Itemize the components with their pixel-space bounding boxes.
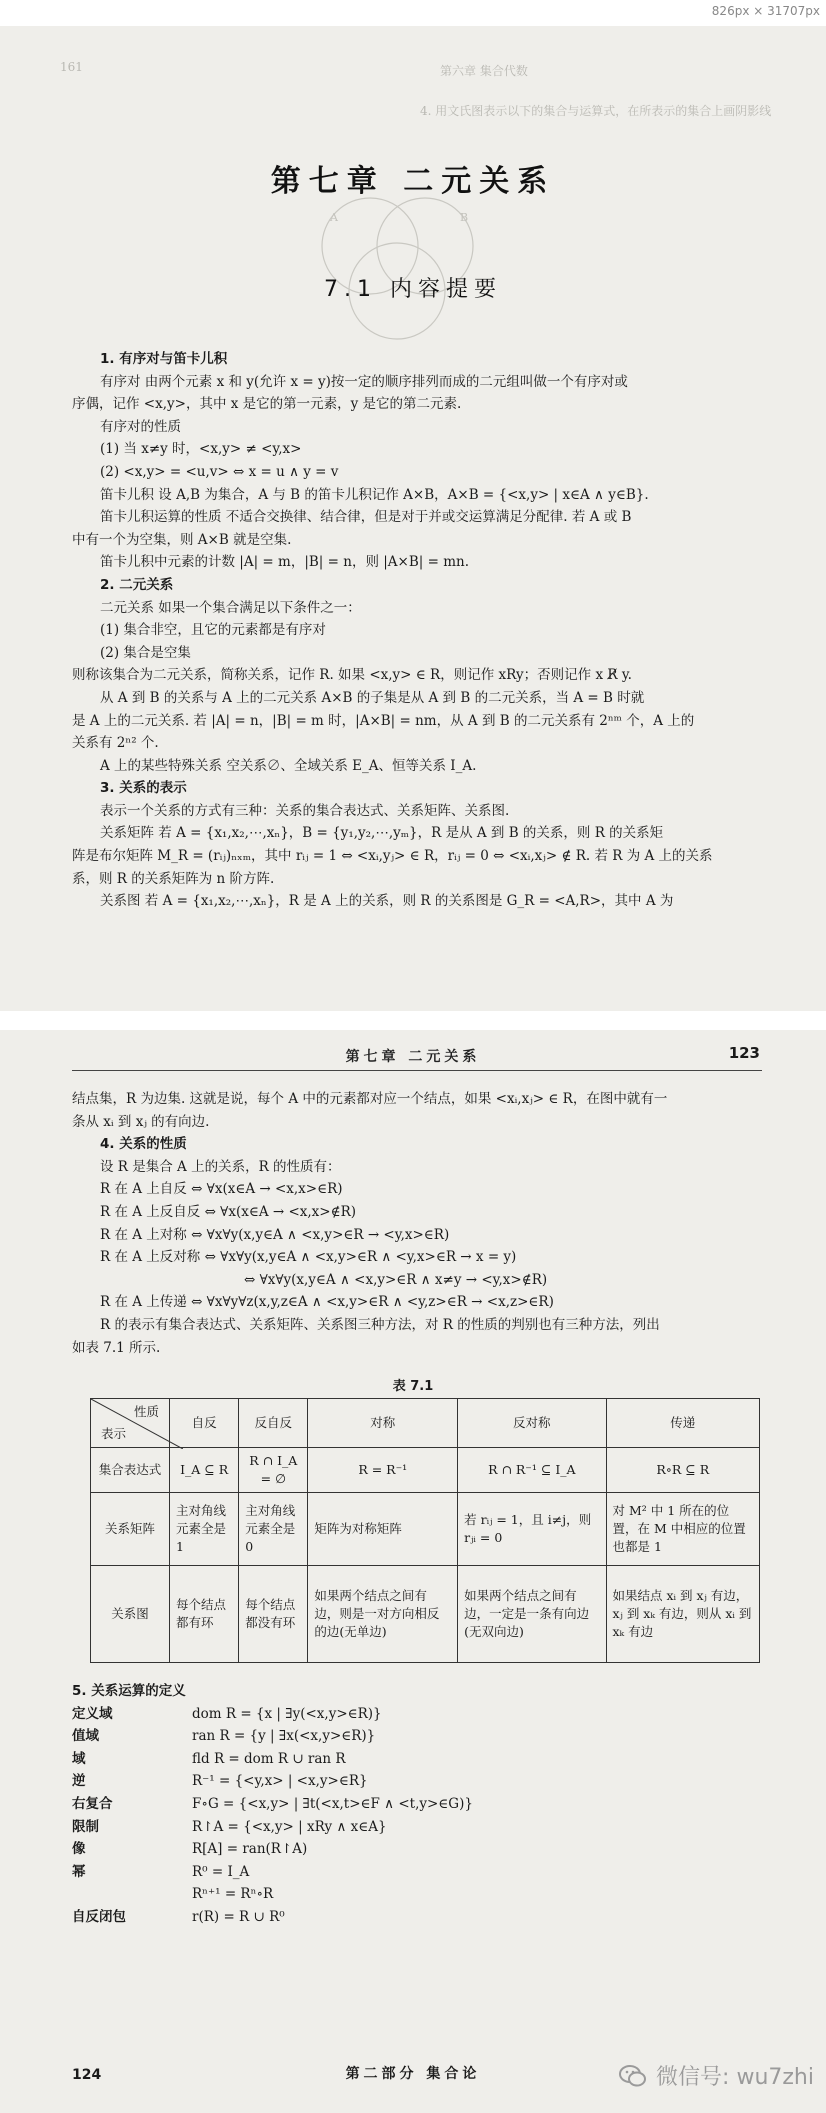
- table-row: [91, 1566, 760, 1663]
- image-dimension-label: 826px × 31707px: [711, 4, 820, 18]
- table-cell: 若 rᵢⱼ = 1，且 i≠j，则 rⱼᵢ = 0: [458, 1493, 606, 1566]
- text-line: R 在 A 上自反 ⇔ ∀x(x∈A → <x,x>∈R): [100, 1181, 343, 1198]
- definition-formula: R[A] = ran(R↾A): [192, 1841, 308, 1858]
- text-line: 序偶，记作 <x,y>，其中 x 是它的第一元素，y 是它的第二元素.: [72, 396, 462, 413]
- column-header: 传递: [606, 1399, 760, 1448]
- definition-formula: R⁻¹ = {<y,x> | <x,y>∈R}: [192, 1773, 368, 1790]
- table-cell: 如果两个结点之间有边，则是一对方向相反的边(无单边): [308, 1566, 458, 1663]
- table-cell: 每个结点都有环: [170, 1566, 239, 1663]
- text-line: R 在 A 上反自反 ⇔ ∀x(x∈A → <x,x>∉R): [100, 1203, 357, 1220]
- text-line: 表示一个关系的方式有三种：关系的集合表达式、关系矩阵、关系图.: [100, 802, 510, 819]
- definition-formula: F∘G = {<x,y> | ∃t(<x,t>∈F ∧ <t,y>∈G)}: [192, 1795, 473, 1812]
- bleed-through-page-number: 161: [60, 60, 83, 74]
- definition-formula: Rⁿ⁺¹ = Rⁿ∘R: [192, 1886, 274, 1903]
- text-line: R 在 A 上对称 ⇔ ∀x∀y(x,y∈A ∧ <x,y>∈R → <y,x>∈R): [100, 1226, 450, 1243]
- text-line: 是 A 上的二元关系. 若 |A| = n，|B| = m 时，|A×B| = nm，从 A 到 B 的二元关系有 2ⁿᵐ 个，A 上的: [72, 712, 695, 729]
- table-cell: R ∩ R⁻¹ ⊆ I_A: [458, 1448, 606, 1493]
- table-cell: 每个结点都没有环: [239, 1566, 308, 1663]
- definition-formula: fld R = dom R ∪ ran R: [192, 1750, 346, 1767]
- text-line: 二元关系 如果一个集合满足以下条件之一：: [100, 599, 361, 616]
- bleed-through-venn-diagram: [300, 176, 500, 356]
- definition-term: 值域: [72, 1728, 99, 1745]
- definition-row: [72, 1703, 752, 1726]
- table-cell: R ∩ I_A = ∅: [239, 1448, 308, 1493]
- book-page-122: [0, 26, 826, 1011]
- text-line: 有序对的性质: [100, 418, 181, 435]
- text-line: A 上的某些特殊关系 空关系∅、全域关系 E_A、恒等关系 I_A.: [100, 757, 477, 774]
- column-header: 自反: [170, 1399, 239, 1448]
- page2-body-text: [72, 1088, 752, 1359]
- text-line: (2) 集合是空集: [100, 644, 191, 661]
- definition-formula: R⁰ = I_A: [192, 1863, 250, 1880]
- definition-term: 限制: [72, 1818, 99, 1835]
- text-line: 中有一个为空集，则 A×B 就是空集.: [72, 531, 292, 548]
- text-line: 笛卡儿积 设 A,B 为集合，A 与 B 的笛卡儿积记作 A×B，A×B = {<x,y> | x∈A ∧ y∈B}.: [100, 486, 649, 503]
- definition-formula: ran R = {y | ∃x(<x,y>∈R)}: [192, 1728, 376, 1745]
- ghost-label-a: A: [330, 211, 338, 224]
- bleed-through-running-head: 第六章 集合代数: [440, 64, 528, 78]
- text-line: 阵是布尔矩阵 M_R = (rᵢⱼ)ₙₓₘ，其中 rᵢⱼ = 1 ⇔ <xᵢ,yⱼ> ∈ R，rᵢⱼ = 0 ⇔ <xᵢ,xⱼ> ∉ R. 若 R 为 A 上的关系: [72, 848, 713, 865]
- section-title: 7.1 内容提要: [324, 277, 502, 302]
- definition-row: [72, 1883, 752, 1906]
- definition-row: [72, 1770, 752, 1793]
- header-rule: [72, 1070, 762, 1071]
- corner-label-representation: 表示: [101, 1426, 127, 1441]
- table-cell: 对 M² 中 1 所在的位置，在 M 中相应的位置也都是 1: [606, 1493, 760, 1566]
- bleed-through-text: 4. 用文氏图表示以下的集合与运算式，在所表示的集合上画阴影线: [420, 104, 772, 118]
- text-line: 条从 xᵢ 到 xⱼ 的有向边.: [72, 1113, 210, 1130]
- table-caption: 表 7.1: [392, 1379, 434, 1394]
- text-line: 系，则 R 的关系矩阵为 n 阶方阵.: [72, 870, 275, 887]
- footer-part-title: 第二部分 集合论: [345, 2066, 481, 2082]
- table-cell: R = R⁻¹: [308, 1448, 458, 1493]
- definition-formula: r(R) = R ∪ R⁰: [192, 1908, 285, 1925]
- definition-term: 像: [72, 1841, 86, 1858]
- definition-term: 定义域: [72, 1705, 113, 1722]
- definition-formula: R↾A = {<x,y> | xRy ∧ x∈A}: [192, 1818, 387, 1835]
- definition-row: [72, 1838, 752, 1861]
- page-number: 123: [728, 1044, 760, 1062]
- table-row: [91, 1493, 760, 1566]
- text-line: 笛卡儿积运算的性质 不适合交换律、结合律，但是对于并或交运算满足分配律. 若 A 或 B: [100, 509, 632, 526]
- text-line: (1) 当 x≠y 时，<x,y> ≠ <y,x>: [100, 441, 302, 458]
- definition-term: [72, 1883, 172, 1906]
- table-cell: I_A ⊆ R: [170, 1448, 239, 1493]
- definition-row: [72, 1725, 752, 1748]
- definition-row: [72, 1816, 752, 1839]
- row-label: 关系图: [91, 1566, 170, 1663]
- definition-row: [72, 1906, 752, 1929]
- table-cell: 矩阵为对称矩阵: [308, 1493, 458, 1566]
- section-heading: 3. 关系的表示: [100, 780, 187, 797]
- section-heading: 4. 关系的性质: [100, 1136, 187, 1153]
- definitions-heading: 5. 关系运算的定义: [72, 1683, 186, 1699]
- definition-row: [72, 1861, 752, 1884]
- text-line: (1) 集合非空，且它的元素都是有序对: [100, 622, 326, 639]
- definition-term: 域: [72, 1750, 86, 1767]
- text-line: 笛卡儿积中元素的计数 |A| = m，|B| = n，则 |A×B| = mn.: [100, 554, 469, 571]
- column-header: 对称: [308, 1399, 458, 1448]
- text-line: (2) <x,y> = <u,v> ⇔ x = u ∧ y = v: [100, 463, 339, 480]
- page1-body-text: [72, 348, 752, 913]
- table-cell: 主对角线元素全是 0: [239, 1493, 308, 1566]
- definition-term: 逆: [72, 1773, 86, 1790]
- book-page-123: [0, 1030, 826, 2113]
- wechat-watermark: [618, 2060, 814, 2091]
- text-line: R 的表示有集合表达式、关系矩阵、关系图三种方法，对 R 的性质的判别也有三种方法，列出: [100, 1316, 660, 1333]
- definition-row: [72, 1748, 752, 1771]
- row-label: 关系矩阵: [91, 1493, 170, 1566]
- ghost-label-b: B: [460, 211, 469, 224]
- text-line: 如表 7.1 所示.: [72, 1339, 161, 1356]
- corner-label-property: 性质: [133, 1404, 159, 1419]
- text-line: 结点集，R 为边集. 这就是说，每个 A 中的元素都对应一个结点，如果 <xᵢ,xⱼ> ∈ R，在图中就有一: [72, 1091, 668, 1107]
- table-cell: 主对角线元素全是 1: [170, 1493, 239, 1566]
- text-line: 设 R 是集合 A 上的关系，R 的性质有：: [100, 1158, 341, 1175]
- footer-page-number: 124: [72, 2067, 102, 2083]
- text-line: 从 A 到 B 的关系与 A 上的二元关系 A×B 的子集是从 A 到 B 的二元关系，当 A = B 时就: [100, 689, 645, 706]
- definition-term: 自反闭包: [72, 1908, 126, 1925]
- section-heading: 2. 二元关系: [100, 576, 174, 593]
- column-header: 反自反: [239, 1399, 308, 1448]
- table-header-row: [91, 1399, 760, 1448]
- text-line: 关系有 2ⁿ² 个.: [72, 735, 159, 752]
- chapter-title: 第七章 二元关系: [270, 164, 556, 199]
- running-head: 第七章 二元关系: [345, 1049, 481, 1065]
- wechat-icon: [618, 2061, 648, 2091]
- definition-formula: dom R = {x | ∃y(<x,y>∈R)}: [192, 1705, 382, 1722]
- text-line: 关系矩阵 若 A = {x₁,x₂,⋯,xₙ}，B = {y₁,y₂,⋯,yₘ}，R 是从 A 到 B 的关系，则 R 的关系矩: [100, 825, 664, 842]
- relation-operations-definitions: [72, 1680, 752, 1929]
- text-line: ⇔ ∀x∀y(x,y∈A ∧ <x,y>∈R ∧ x≠y → <y,x>∉R): [244, 1271, 548, 1288]
- relation-properties-table: [90, 1398, 760, 1663]
- definition-row: [72, 1793, 752, 1816]
- table-body: [91, 1448, 760, 1663]
- column-header: 反对称: [458, 1399, 606, 1448]
- row-label: 集合表达式: [91, 1448, 170, 1493]
- text-line: 则称该集合为二元关系，简称关系，记作 R. 如果 <x,y> ∈ R，则记作 xRy；否则记作 x R̸ y.: [72, 667, 632, 684]
- watermark-text: 微信号: wu7zhi: [656, 2065, 814, 2090]
- text-line: R 在 A 上反对称 ⇔ ∀x∀y(x,y∈A ∧ <x,y>∈R ∧ <y,x>∈R → x = y): [100, 1249, 517, 1266]
- table-cell: 如果两个结点之间有边，一定是一条有向边(无双向边): [458, 1566, 606, 1663]
- definition-term: 右复合: [72, 1795, 113, 1812]
- table-cell: 如果结点 xᵢ 到 xⱼ 有边，xⱼ 到 xₖ 有边，则从 xᵢ 到 xₖ 有边: [606, 1566, 760, 1663]
- definition-term: 幂: [72, 1863, 86, 1880]
- table-cell: R∘R ⊆ R: [606, 1448, 760, 1493]
- table-row: [91, 1448, 760, 1493]
- section-heading: 1. 有序对与笛卡儿积: [100, 351, 228, 367]
- text-line: 有序对 由两个元素 x 和 y(允许 x = y)按一定的顺序排列而成的二元组叫做一个有序对或: [100, 373, 628, 390]
- text-line: R 在 A 上传递 ⇔ ∀x∀y∀z(x,y,z∈A ∧ <x,y>∈R ∧ <y,z>∈R → <x,z>∈R): [100, 1294, 554, 1311]
- table-corner-cell: [91, 1399, 170, 1448]
- text-line: 关系图 若 A = {x₁,x₂,⋯,xₙ}，R 是 A 上的关系，则 R 的关系图是 G_R = <A,R>，其中 A 为: [100, 893, 674, 910]
